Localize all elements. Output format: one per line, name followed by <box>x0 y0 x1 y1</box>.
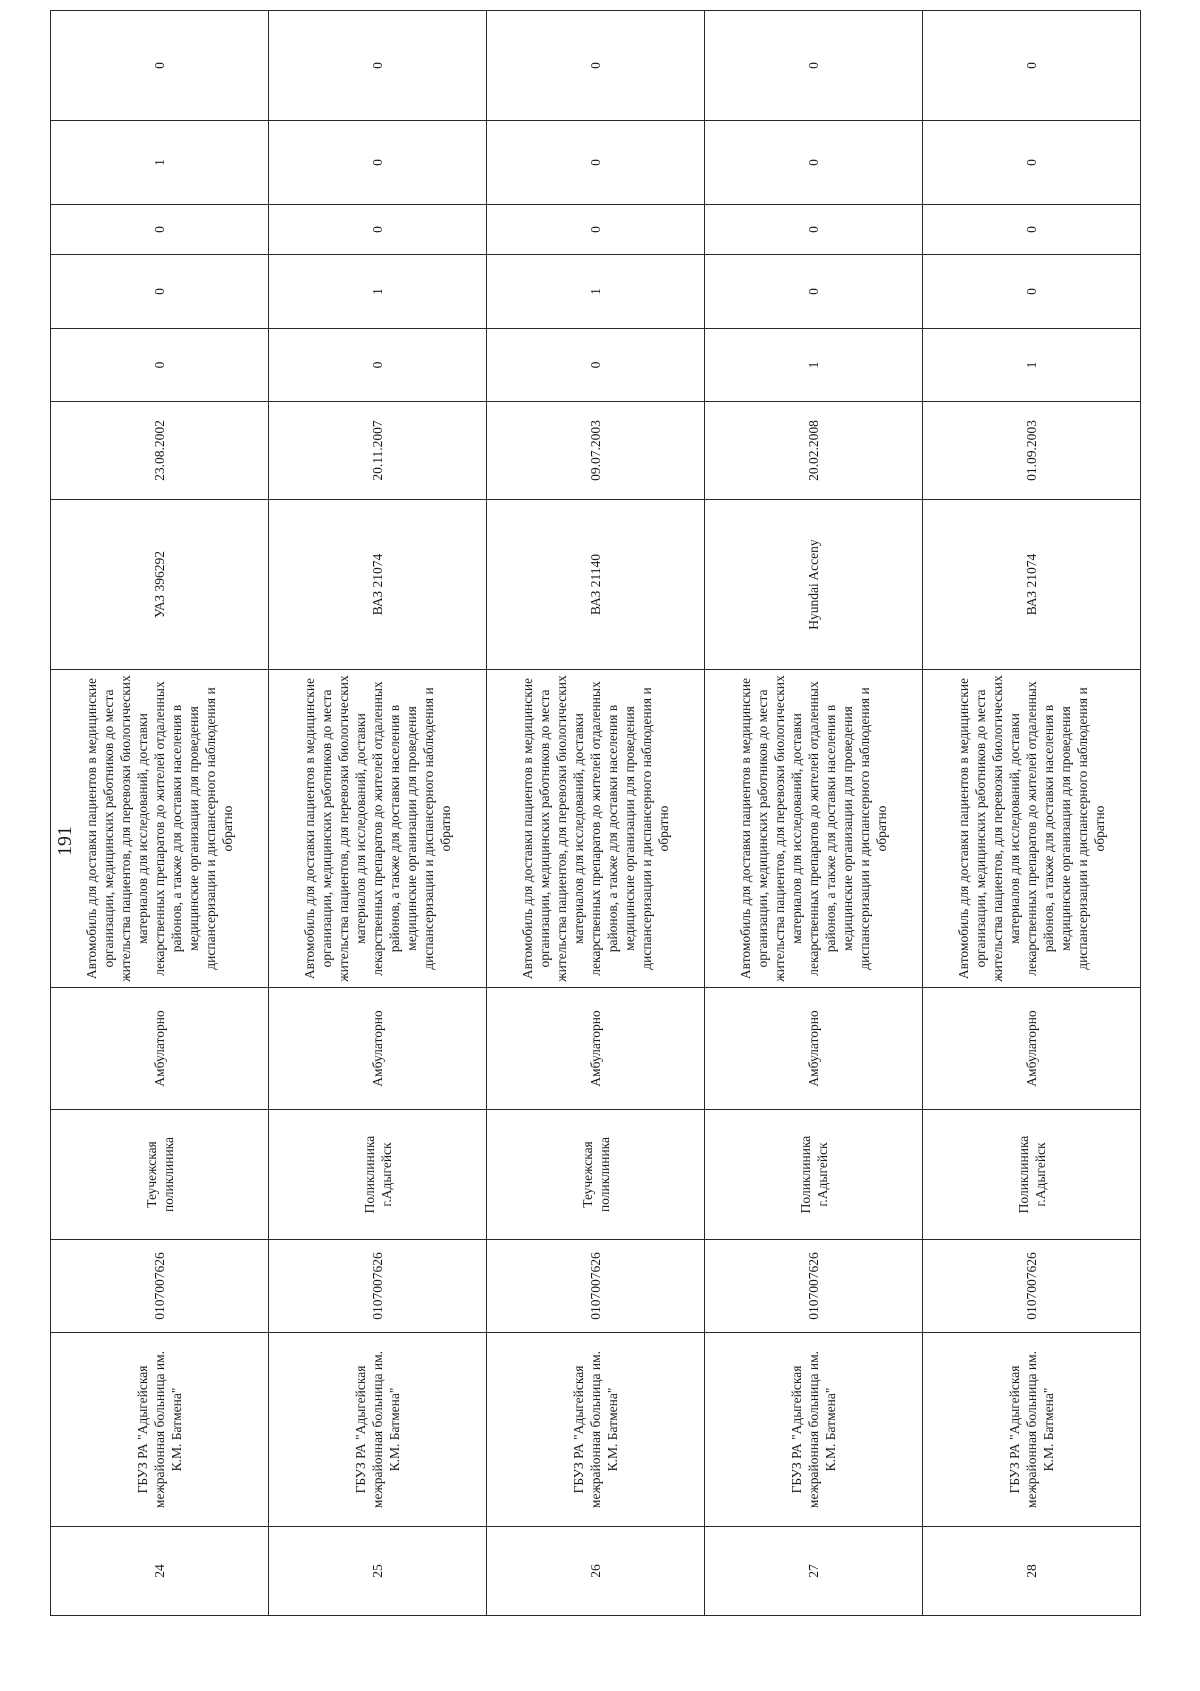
vehicle-model: Hyundai Acceny <box>705 500 923 670</box>
care-type: Амбулаторно <box>51 988 269 1110</box>
registration-date: 20.02.2008 <box>705 402 923 500</box>
organization-name: ГБУЗ РА "Адыгейская межрайонная больница им. К.М. Батмена" <box>487 1333 705 1527</box>
flag-cell: 0 <box>923 121 1141 205</box>
flag-cell: 0 <box>923 11 1141 121</box>
subdivision-name: Поликлиника г.Адыгейск <box>705 1110 923 1240</box>
flag-cell: 0 <box>487 11 705 121</box>
vehicle-table <box>50 10 1141 1616</box>
flag-cell: 1 <box>269 255 487 329</box>
vehicle-purpose: Автомобиль для доставки пациентов в медицинские организации, медицинских работников до места жительства пациентов, для перевозки биологических материалов для исследований, доставки лекарственных препаратов до жителей отдаленных районов, а также для доставки населения в медицинские организации для проведения диспансеризации и диспансерного наблюдения и обратно <box>51 670 269 988</box>
flag-cell: 0 <box>705 255 923 329</box>
inn-code: 0107007626 <box>923 1240 1141 1333</box>
table-row <box>487 11 705 1616</box>
vehicle-model: ВАЗ 21140 <box>487 500 705 670</box>
flag-cell: 0 <box>487 329 705 402</box>
organization-name: ГБУЗ РА "Адыгейская межрайонная больница им. К.М. Батмена" <box>51 1333 269 1527</box>
flag-cell: 0 <box>487 121 705 205</box>
vehicle-model: ВАЗ 21074 <box>923 500 1141 670</box>
flag-cell: 0 <box>705 121 923 205</box>
inn-code: 0107007626 <box>51 1240 269 1333</box>
flag-cell: 0 <box>269 205 487 255</box>
subdivision-name: Поликлиника г.Адыгейск <box>923 1110 1141 1240</box>
flag-cell: 0 <box>51 255 269 329</box>
care-type: Амбулаторно <box>923 988 1141 1110</box>
row-number: 25 <box>269 1527 487 1616</box>
inn-code: 0107007626 <box>705 1240 923 1333</box>
registration-date: 01.09.2003 <box>923 402 1141 500</box>
row-number: 26 <box>487 1527 705 1616</box>
flag-cell: 0 <box>269 11 487 121</box>
vehicle-purpose: Автомобиль для доставки пациентов в медицинские организации, медицинских работников до места жительства пациентов, для перевозки биологических материалов для исследований, доставки лекарственных препаратов до жителей отдаленных районов, а также для доставки населения в медицинские организации для проведения диспансеризации и диспансерного наблюдения и обратно <box>705 670 923 988</box>
care-type: Амбулаторно <box>487 988 705 1110</box>
care-type: Амбулаторно <box>705 988 923 1110</box>
flag-cell: 0 <box>705 11 923 121</box>
table-row <box>269 11 487 1616</box>
flag-cell: 0 <box>51 11 269 121</box>
subdivision-name: Теучежская поликлиника <box>51 1110 269 1240</box>
vehicle-model: ВАЗ 21074 <box>269 500 487 670</box>
vehicle-purpose: Автомобиль для доставки пациентов в медицинские организации, медицинских работников до места жительства пациентов, для перевозки биологических материалов для исследований, доставки лекарственных препаратов до жителей отдаленных районов, а также для доставки населения в медицинские организации для проведения диспансеризации и диспансерного наблюдения и обратно <box>923 670 1141 988</box>
organization-name: ГБУЗ РА "Адыгейская межрайонная больница им. К.М. Батмена" <box>269 1333 487 1527</box>
flag-cell: 0 <box>51 329 269 402</box>
rotated-table-wrapper <box>50 62 1141 1616</box>
vehicle-purpose: Автомобиль для доставки пациентов в медицинские организации, медицинских работников до места жительства пациентов, для перевозки биологических материалов для исследований, доставки лекарственных препаратов до жителей отдаленных районов, а также для доставки населения в медицинские организации для проведения диспансеризации и диспансерного наблюдения и обратно <box>487 670 705 988</box>
subdivision-name: Поликлиника г.Адыгейск <box>269 1110 487 1240</box>
flag-cell: 1 <box>923 329 1141 402</box>
flag-cell: 0 <box>923 205 1141 255</box>
row-number: 28 <box>923 1527 1141 1616</box>
flag-cell: 0 <box>923 255 1141 329</box>
organization-name: ГБУЗ РА "Адыгейская межрайонная больница им. К.М. Батмена" <box>923 1333 1141 1527</box>
inn-code: 0107007626 <box>487 1240 705 1333</box>
subdivision-name: Теучежская поликлиника <box>487 1110 705 1240</box>
flag-cell: 1 <box>705 329 923 402</box>
flag-cell: 1 <box>51 121 269 205</box>
organization-name: ГБУЗ РА "Адыгейская межрайонная больница им. К.М. Батмена" <box>705 1333 923 1527</box>
vehicle-purpose: Автомобиль для доставки пациентов в медицинские организации, медицинских работников до места жительства пациентов, для перевозки биологических материалов для исследований, доставки лекарственных препаратов до жителей отдаленных районов, а также для доставки населения в медицинские организации для проведения диспансеризации и диспансерного наблюдения и обратно <box>269 670 487 988</box>
flag-cell: 0 <box>487 205 705 255</box>
table-row <box>923 11 1141 1616</box>
care-type: Амбулаторно <box>269 988 487 1110</box>
flag-cell: 0 <box>269 329 487 402</box>
inn-code: 0107007626 <box>269 1240 487 1333</box>
row-number: 24 <box>51 1527 269 1616</box>
registration-date: 09.07.2003 <box>487 402 705 500</box>
registration-date: 20.11.2007 <box>269 402 487 500</box>
vehicle-model: УАЗ 396292 <box>51 500 269 670</box>
row-number: 27 <box>705 1527 923 1616</box>
flag-cell: 0 <box>51 205 269 255</box>
table-row <box>51 11 269 1616</box>
registration-date: 23.08.2002 <box>51 402 269 500</box>
page-number: 191 <box>54 826 76 856</box>
flag-cell: 0 <box>705 205 923 255</box>
flag-cell: 1 <box>487 255 705 329</box>
table-row <box>705 11 923 1616</box>
flag-cell: 0 <box>269 121 487 205</box>
